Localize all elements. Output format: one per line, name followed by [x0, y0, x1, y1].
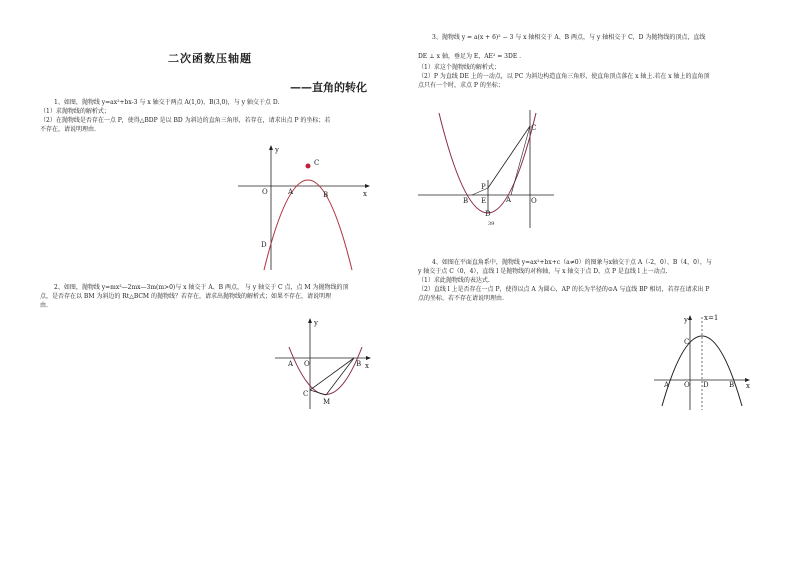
- problem-3-line: （2）P 为直线 DE 上的一动点，以 PC 为斜边构造直角三角形，使直角顶点落在 x 轴上.若在 x 轴上的直角顶: [418, 73, 710, 80]
- problem-4-graph: [652, 312, 754, 412]
- x-axis-arrow: [365, 184, 370, 188]
- point-e-label: E: [481, 197, 487, 205]
- problem-3-line: 3、抛物线 y = a(x + 6)² − 3 与 x 轴相交于 A、B 两点，与 y 轴相交于 C，D 为抛物线的顶点，直线: [432, 34, 706, 41]
- problem-4-line: （1）求此抛物线的表达式.: [418, 277, 490, 284]
- page-subtitle: ——直角的转化: [290, 81, 367, 94]
- problem-1-line: 1、如图，抛物线 y=ax²+bx-3 与 x 轴交于两点 A(1,0)、B(3,0)，与 y 轴交于点 D.: [54, 99, 280, 106]
- segment-mb: [326, 358, 354, 395]
- problem-4-line: 4、如图在平面直角系中，抛物线 y=ax²+bx+c（a≠0）的图象与x轴交于点 A（-2，0）、B（4，0），与: [432, 259, 712, 266]
- parabola: [289, 347, 362, 395]
- point-a-label: A: [288, 360, 294, 368]
- point-b-label: B: [356, 360, 362, 368]
- problem-4-line: （2）直线 l 上是否存在一点 P，使得以点 A 为圆心，AP 的长为半径的⊙A 与直线 BP 相切，若存在请求出 P: [418, 286, 710, 293]
- problem-1: [40, 98, 330, 134]
- problem-4-line: 点的坐标，若不存在请说明理由.: [418, 295, 504, 302]
- x-axis-label: x: [746, 382, 750, 390]
- origin-label: O: [262, 188, 268, 196]
- point-c-label: C: [531, 124, 537, 132]
- y-axis-arrow: [308, 318, 312, 323]
- problem-2-line: 2、如图，抛物线 y=mx²—2mx—3m(m>0)与 x 轴交于 A、B 两点， 与 y 轴交于 C 点，点 M 为抛物线的顶: [54, 284, 349, 291]
- point-d-label: D: [703, 381, 709, 389]
- problem-4-line: y 轴交于点 C（0，4），直线 l 是抛物线的对称轴，与 x 轴交于点 D，点 P 是直线 l 上一动点.: [418, 268, 668, 275]
- figure-caption: 39: [488, 221, 495, 227]
- problem-3-line: DE ⊥ x 轴，垂足为 E，AE² = 3DE .: [418, 53, 522, 60]
- y-axis-label: y: [314, 319, 318, 327]
- y-axis-label: y: [275, 146, 279, 154]
- problem-1-line: 不存在，请说明理由.: [40, 126, 96, 133]
- point-c-label: C: [303, 390, 309, 398]
- point-p-label: P: [481, 183, 486, 191]
- point-c-dot: [306, 164, 311, 169]
- x-axis-label: x: [365, 362, 369, 370]
- segment-cb: [310, 358, 354, 390]
- symmetry-axis-label: x=1: [704, 314, 719, 322]
- point-a-label: A: [288, 188, 294, 196]
- x-axis-label: x: [363, 190, 367, 198]
- problem-3-line: 点只有一个时，求点 P 的坐标；: [418, 82, 504, 89]
- problem-2-line: 点，是否存在以 BM 为斜边的 Rt△BCM 的抛物线？若存在，请求出抛物线的解析式；如果不存在，请说明理: [40, 293, 331, 300]
- point-b-label: B: [729, 381, 735, 389]
- y-axis-arrow: [688, 315, 692, 320]
- parabola: [264, 180, 352, 270]
- problem-3-graph: [418, 108, 558, 230]
- problem-3: [418, 33, 710, 90]
- point-m-label: M: [323, 398, 331, 406]
- page-title: 二次函数压轴题: [168, 52, 252, 65]
- problem-2-graph: [272, 315, 374, 411]
- problem-4: [418, 258, 712, 303]
- y-axis-label: y: [684, 316, 688, 324]
- point-d-label: D: [261, 241, 267, 249]
- origin-label: O: [684, 381, 690, 389]
- segment-cm: [310, 390, 326, 395]
- y-axis-arrow: [269, 145, 273, 150]
- x-axis-arrow: [366, 356, 371, 360]
- segment-ca: [511, 126, 530, 195]
- problem-2: [40, 283, 348, 310]
- problem-2-line: 由.: [40, 302, 48, 309]
- problem-1-line: （2）在抛物线是否存在一点 P，使得△BDP 是以 BD 为斜边的直角三角形，若存在，请求出点 P 的坐标；若: [40, 117, 331, 124]
- point-a-label: A: [664, 381, 670, 389]
- problem-1-graph: [230, 140, 375, 275]
- parabola: [439, 113, 536, 213]
- origin-label: O: [304, 360, 310, 368]
- point-b-label: B: [323, 191, 329, 199]
- problem-1-line: （1）求抛物线的解析式；: [40, 108, 110, 115]
- point-d-label: D: [485, 210, 491, 218]
- point-a-label: A: [506, 196, 512, 204]
- point-b-label: B: [463, 197, 469, 205]
- point-c-label: C: [314, 159, 320, 167]
- point-c-label: C: [684, 338, 690, 346]
- problem-3-line: （1）求这个抛物线的解析式；: [418, 64, 500, 71]
- origin-label: O: [531, 197, 537, 205]
